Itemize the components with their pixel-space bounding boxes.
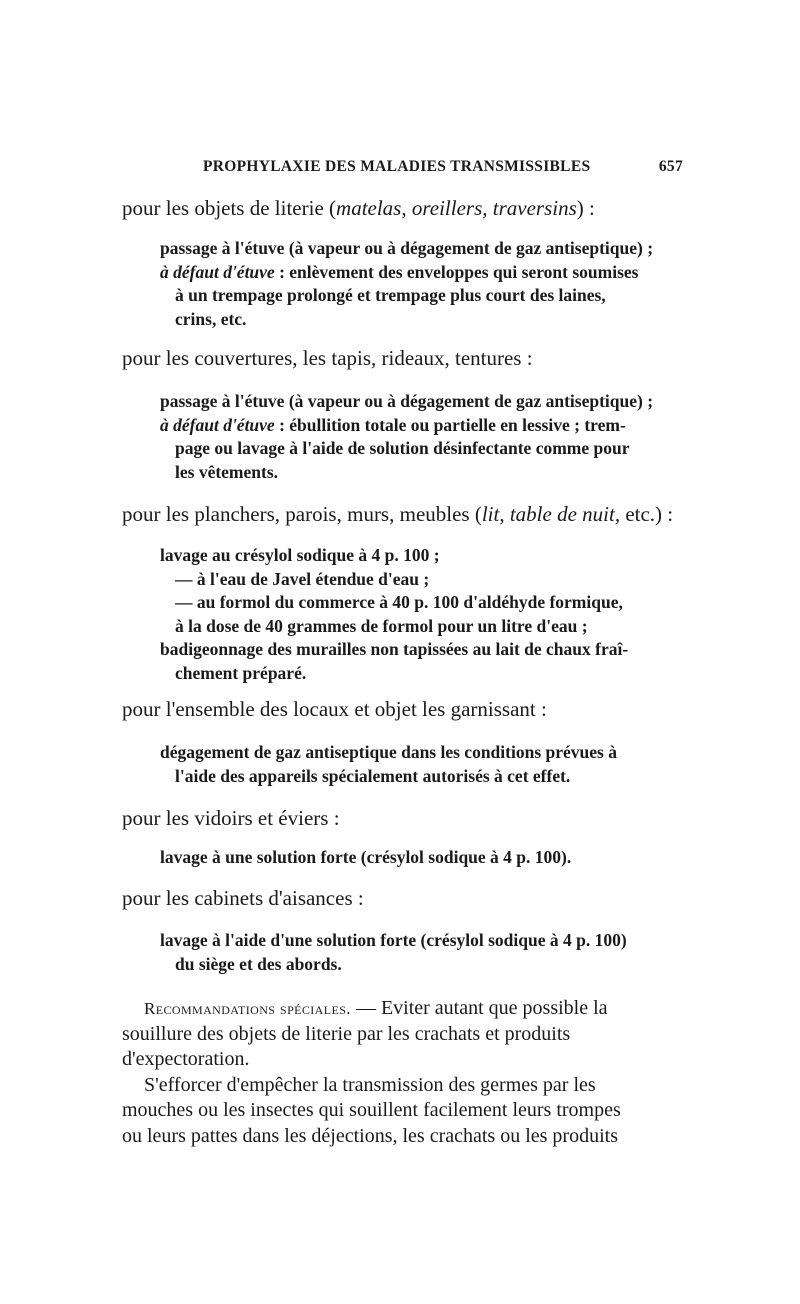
recommandations-paragraph: Recommandations spéciales. — Eviter autant que possible la souillure des objets de literie par les crachats et produits d'expectoration. S'efforcer d'empêcher la transmission des germes par les mouches ou les insectes qui souillent facilement leurs trompes ou leurs pattes dans les déjections, les crachats ou les produits bbox=[122, 997, 621, 1147]
running-header bbox=[203, 158, 683, 176]
running-title: PROPHYLAXIE DES MALADIES TRANSMISSIBLES bbox=[203, 158, 591, 175]
section-planchers-lead: pour les planchers, parois, murs, meubles (lit, table de nuit, etc.) : bbox=[122, 502, 674, 526]
section-literie-body: passage à l'étuve (à vapeur ou à dégagement de gaz antiseptique) ; à défaut d'étuve : enlèvement des enveloppes qui seront soumises à un trempage prolongé et trempage plus court des laines, crins, etc. bbox=[160, 238, 654, 329]
recommandations-heading: Recommandations spéciales. bbox=[144, 999, 351, 1018]
section-locaux-body: dégagement de gaz antiseptique dans les conditions prévues à l'aide des appareils spécialement autorisés à cet effet. bbox=[160, 742, 617, 786]
section-couvertures-lead: pour les couvertures, les tapis, rideaux, tentures : bbox=[122, 346, 533, 370]
section-literie-lead: pour les objets de literie (matelas, oreillers, traversins) : bbox=[122, 196, 595, 220]
section-cabinets-body: lavage à l'aide d'une solution forte (crésylol sodique à 4 p. 100) du siège et des abords. bbox=[160, 930, 627, 974]
section-vidoirs-lead: pour les vidoirs et éviers : bbox=[122, 806, 340, 830]
page-number: 657 bbox=[658, 158, 683, 175]
section-vidoirs-body: lavage à une solution forte (crésylol sodique à 4 p. 100). bbox=[160, 847, 572, 867]
section-locaux-lead: pour l'ensemble des locaux et objet les garnissant : bbox=[122, 697, 547, 721]
section-planchers-body: lavage au crésylol sodique à 4 p. 100 ; — à l'eau de Javel étendue d'eau ; — au formol du commerce à 40 p. 100 d'aldéhyde formique, à la dose de 40 grammes de formol pour un litre d'eau ; badigeonnage des murailles non tapissées au lait de chaux fraî- chement préparé. bbox=[160, 545, 629, 683]
section-couvertures-body: passage à l'étuve (à vapeur ou à dégagement de gaz antiseptique) ; à défaut d'étuve : ébullition totale ou partielle en lessive ; trem- page ou lavage à l'aide de solution désinfectante comme pour les vêtements. bbox=[160, 391, 654, 482]
section-cabinets-lead: pour les cabinets d'aisances : bbox=[122, 886, 364, 910]
